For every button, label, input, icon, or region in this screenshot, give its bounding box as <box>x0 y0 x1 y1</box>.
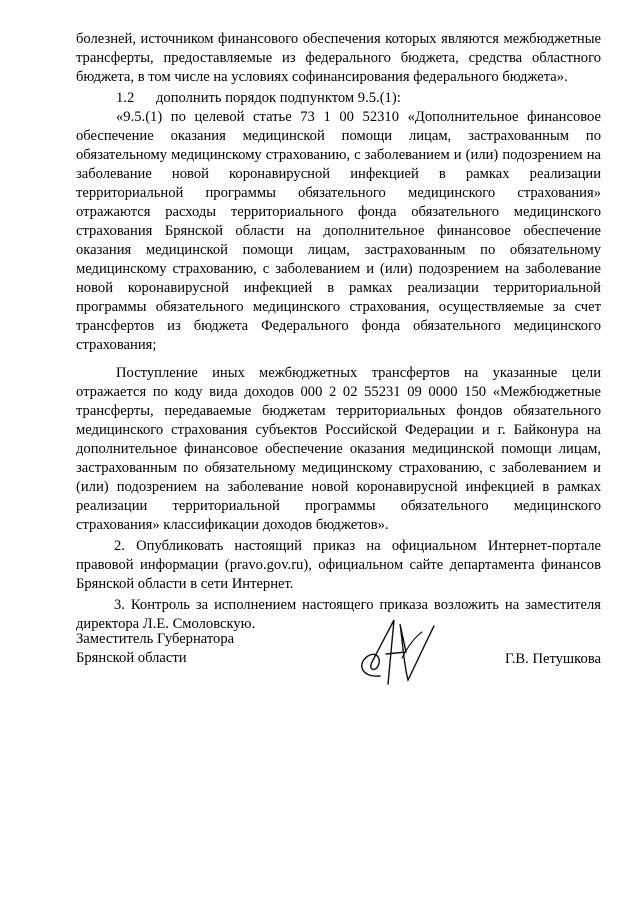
signer-position <box>76 630 234 668</box>
document-body <box>76 30 601 634</box>
paragraph-item-1-2 <box>76 89 601 108</box>
paragraph-subitem-9-5-1: «9.5.(1) по целевой статье 73 1 00 52310 «Дополнительное финансовое обеспечение оказания медицинской помощи лицам, застрахованным по обязательному медицинскому страхованию, с заболеванием и (или) подозрением на заболевание новой коронавирусной инфекцией в рамках реализации территориальной программы обязательного медицинского страхования» отражаются расходы территориального фонда обязательного медицинского страхования Брянской области на дополнительное финансовое обеспечение оказания медицинской помощи лицам, застрахованным по обязательному медицинскому страхованию, с заболеванием и (или) подозрением на заболевание новой коронавирусной инфекцией в рамках реализации территориальной программы обязательного медицинского страхования, осуществляемые за счет трансфертов из бюджета Федерального фонда обязательного медицинского страхования; <box>76 109 601 353</box>
signer-position-line1: Заместитель Губернатора <box>76 631 235 647</box>
signature-block <box>76 630 601 690</box>
paragraph-publish: 2. Опубликовать настоящий приказ на официальном Интернет-портале правовой информации (pravo.gov.ru), официальном сайте департамента финансов Брянской области в сети Интернет. <box>76 538 601 592</box>
paragraph-continuation: болезней, источником финансового обеспечения которых являются межбюджетные трансферты, предоставляемые из федерального бюджета, средства областного бюджета, в том числе на условиях софинансирования федерального бюджета». <box>76 31 601 85</box>
signer-position-line2: Брянской области <box>76 650 187 666</box>
paragraph-control: 3. Контроль за исполнением настоящего приказа возложить на заместителя директора Л.Е. Смоловскую. <box>76 597 601 632</box>
handwritten-signature <box>342 606 442 696</box>
item-number: 1.2 <box>116 90 135 106</box>
item-text: дополнить порядок подпунктом 9.5.(1): <box>156 90 401 106</box>
signer-name: Г.В. Петушкова <box>504 651 601 667</box>
paragraph-income-code: Поступление иных межбюджетных трансфертов на указанные цели отражается по коду вида доходов 000 2 02 55231 09 0000 150 «Межбюджетные трансферты, передаваемые бюджетам территориальных фондов обязательного медицинского страхования субъектов Российской Федерации и г. Байконура на дополнительное финансовое обеспечение оказания медицинской помощи лицам, застрахованным по обязательному медицинскому страхованию, с заболеванием и (или) подозрением на заболевание новой коронавирусной инфекцией в рамках реализации территориальной программы обязательного медицинского страхования» классификации доходов бюджетов». <box>76 365 601 533</box>
